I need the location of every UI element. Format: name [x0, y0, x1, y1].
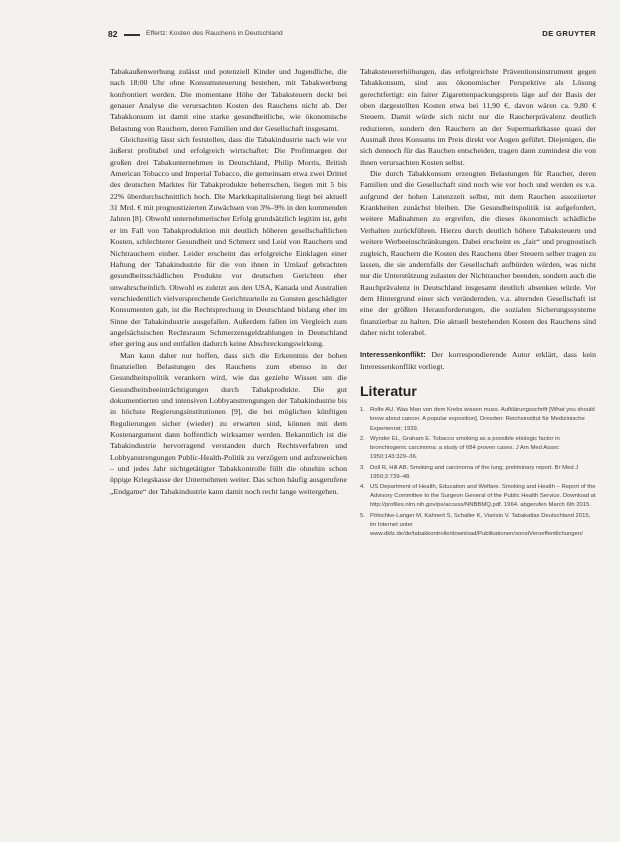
running-header	[108, 29, 596, 43]
left-column	[110, 66, 347, 497]
conflict-of-interest-text: Der korrespondierende Autor erklärt, dass kein Interessenkonflikt vorliegt.	[360, 350, 596, 371]
reference-number: 5.	[360, 512, 365, 519]
body-paragraph: Gleichzeitig lässt sich feststellen, dass die Tabakindustrie nach wie vor äußerst profitabel und erfolgreich wirtschaftet: Die Profitmargen der großen drei Tabakunternehmen in Deutschland, Philip Morris, British American Tobacco und Imperial Tobacco, die gemeinsam etwa zwei Drittel des deutschen Marktes für Tabakprodukte beherrschen, liegen mit 5 bis 22% überdurchschnittlich hoch. Die Marktkapitalisierung liegt bei aktuell 31 Mrd. € mit prognostizierten Zuwächsen von 3%–9% in den kommenden Jahren [8]. Obwohl unternehmerischer Erfolg grundsätzlich legitim ist, geht er im Fall von Tabakproduktion mit deutlich höheren gesellschaftlichen Kosten, schlechterer Gesundheit und Schmerz und Leid von Rauchern und Nichtrauchern einher. Leider erscheint das erfolgreiche Einklagen einer Haftung der Tabakindustrie für die von ihnen in Umlauf gebrachten gesundheitsschädlichen Produkte vor deutschen Gerichten eher unwahrscheinlich. Obwohl es zuletzt aus den USA, Kanada und Australien verschiedentlich vielversprechende Gerichtsurteile zu Gunsten geschädigter Konsumenten gab, ist die Rechtsprechung in Deutschland bislang eher im Sinne der Tabakindustrie ausgefallen. Außerdem fallen im Vergleich zum angelsächsischen Rechtsraum Schmerzensgeldzahlungen in Deutschland eher gering aus und entfallen dadurch keine Abschreckungswirkung.	[110, 135, 347, 349]
reference-item	[360, 435, 596, 463]
reference-item	[360, 512, 596, 540]
conflict-of-interest	[360, 349, 596, 372]
body-paragraph: Tabaksteuererhöhungen, das erfolgreichste Präventionsinstrument gegen Tabakkonsum, sind aus ökonomischer Perspektive als Lösung gerechtfertigt: ein fairer Zigarettenpackungspreis läge auf der Basis der oben dargestellten Kosten etwa bei 11,90 €, davon wären ca. 9,80 € Steuern. Damit würde sich nicht nur die Raucherprävalenz deutlich reduzieren, sondern den Rauchern an der Supermarktkasse quasi der Ausmaß ihres Konsums im Preis direkt vor Augen geführt. Diejenigen, die sich dennoch für das Rauchen entscheiden, tragen dann zumindest die von ihnen verursachten Kosten selbst.	[360, 67, 596, 167]
body-paragraph: Die durch Tabakkonsum erzeugten Belastungen für Raucher, deren Familien und die Gesellschaft sind noch wie vor hoch und werden es v.a. aufgrund der hohen Latenzzeit selbst, mit dem Rauchen assoziierter Krankheiten zunächst bleiben. Die Gesundheitspolitik ist aufgefordert, weitere Maßnahmen zu ergreifen, die dieses ökonomisch schädliche Verhalten zurückführen. Hierzu durch deutlich höhere Tabaksteuern und weitere Werbeeinschränkungen. Dabei erscheint es „fair“ und prognostisch zugleich, Rauchern die Kosten des Rauchens über Steuern selber tragen zu lassen, die sie andernfalls der Gesellschaft aufbürden würden, was nicht nur die Unterstützung zulasten der Nichtraucher beenden, sondern auch die Rauchprävalenz in Deutschland insgesamt deutlich absenken würde. Vor dem Hintergrund einer sich verändernden, v.a. alternden Gesellschaft ist eine der größten Herausforderungen, die sozialen Sicherungssysteme finanzierbar zu halten. Die aktuell bestehenden Kosten des Rauchens sind daher nicht tolerabel.	[360, 169, 596, 337]
body-paragraph: Tabakaußenwerbung zulässt und potenziell Kinder und Jugendliche, die nach 18:00 Uhr ohne Konsumsteuerung bestehen, mit Tabakwerbung konfrontiert werden. Die momentane Höhe der Tabaksteuern deckt bei genauer Analyse die verursachten Kosten des Rauchens nicht ab. Der Tabakkonsum ist damit eine starke gesundheitliche, wie ökonomische Belastung von Rauchern, deren Familien und der Gesellschaft insgesamt.	[110, 67, 347, 133]
reference-text: Rolfe AU. Was Man von dem Krebs wissen muss. Aufklärungsschrift [What you should know about cancer. A popular exposition]. Dresden: Reichsinstitut für Medizinische Expertenrat; 1939.	[370, 407, 595, 432]
reference-text: Doll R, Hill AB. Smoking and carcinoma of the lung; preliminary report. Br Med J 1950;2:739–48.	[370, 464, 579, 480]
reference-number: 3.	[360, 464, 365, 471]
reference-text: US Department of Health, Education and Welfare. Smoking and Health – Report of the Advisory Committee to the Surgeon General of the Public Health Service. Download at http://profiles.nlm.nih.gov/ps/access/NNBBMQ.pdf. 1964. abgerufen March 6th 2015.	[370, 483, 596, 509]
reference-list	[360, 406, 596, 539]
reference-text: Pötschke-Langer M, Kahnert S, Schaller K, Viarisio V. Tabakatlas Deutschland 2015, im Internet unter www.dkfz.de/de/tabakkontrolle/download/Publikationen/sonstVeroeffentlichungen/	[370, 512, 591, 537]
reference-number: 1.	[360, 407, 365, 414]
reference-text: Wynder EL, Graham E. Tobacco smoking as a possible etiologic factor in bronchiogenic carcinoma: a study of 684 proven cases. J Am Med Assoc 1950;143:329–36.	[370, 435, 560, 461]
body-paragraph: Man kann daher nur hoffen, dass sich die Erkenntnis der hohen finanziellen Belastungen des Rauchens zum ebenso in der Gesundheitspolitik verankern wird, wie das gezielte Wissen um die Gesundheitsbeeinträchtigungen durch Tabakprodukte. Die gut dokumentierten und intensiven Lobbyanstrengungen der Tabakindustrie bis in höchste Regierungsinstitutionen [9], die bei möglichen künftigen Regulierungen sicher (wieder) zu erwarten sind, können mit dem Kostenargument dann hoffentlich wirksamer werden. Bekanntlich ist die Tabakindustrie hervorragend verstanden durch Rechtsverfahren und Lobbyanstrengungen Public-Health-Politik zu verzögern und aufzuweichen – und jedes Jahr nichtgetätigter Tabakkontrolle füllt die ohnehin schon üppige Kriegskasse der Unternehmen weiter. Das schon häufig ausgerufene „Endgame“ der Tabakindustrie kann damit noch recht lange weitergehen.	[110, 350, 347, 496]
reference-item	[360, 406, 596, 434]
header-rule	[124, 34, 140, 36]
conflict-of-interest-label: Interessenkonflikt:	[360, 350, 426, 360]
reference-number: 2.	[360, 435, 365, 442]
publisher-name: DE GRUYTER	[542, 29, 596, 38]
right-column	[360, 66, 596, 540]
reference-item	[360, 464, 596, 482]
literature-heading: Literatur	[360, 382, 417, 399]
reference-item	[360, 483, 596, 511]
reference-number: 4.	[360, 483, 365, 490]
running-title: Effertz: Kosten des Rauchens in Deutschland	[146, 30, 283, 37]
page-number: 82	[108, 29, 118, 39]
